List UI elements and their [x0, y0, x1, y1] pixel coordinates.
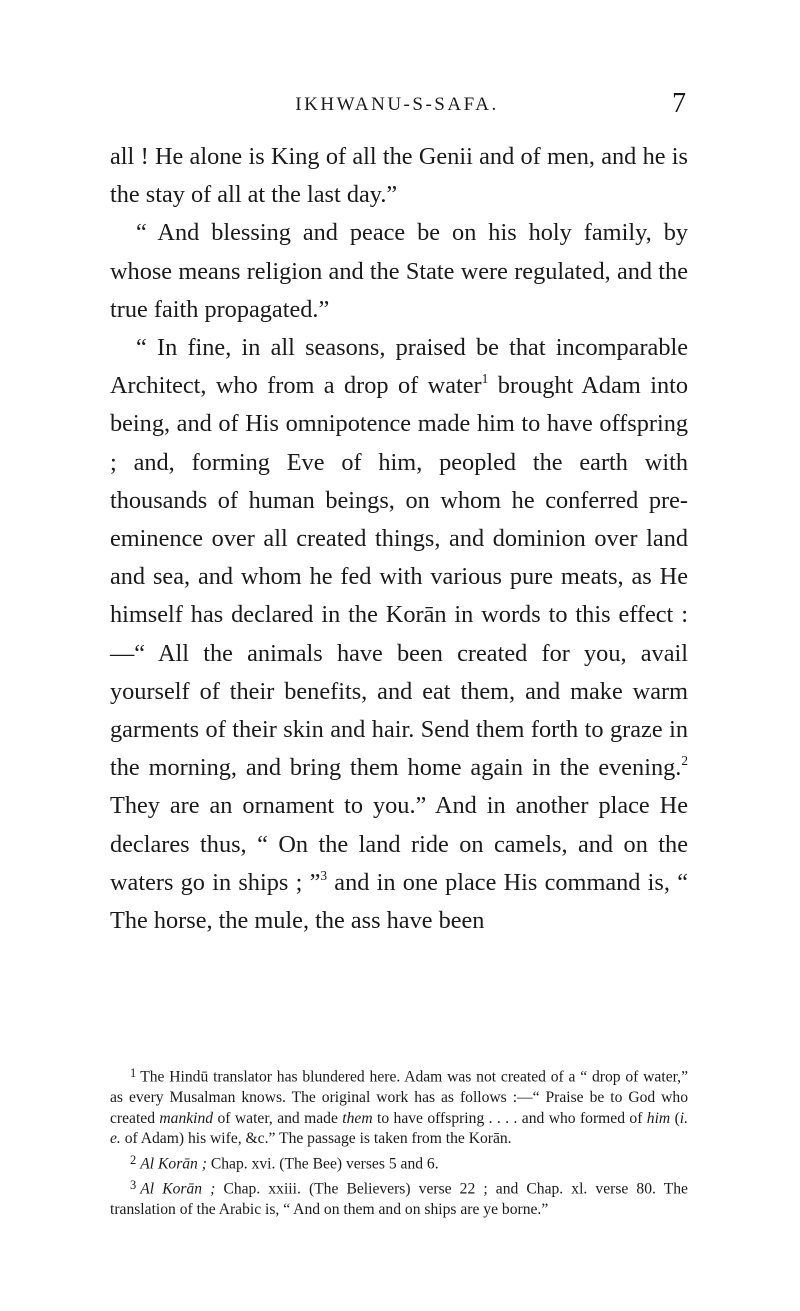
footnote-2-text: Chap. xvi. (The Bee) verses 5 and 6.	[206, 1155, 439, 1173]
paragraph-3	[110, 329, 688, 940]
footnote-1-italic-4: i. e.	[110, 1109, 689, 1148]
paragraph-3-text-d: and in one place His command is, “ The horse, the mule, the ass have been	[110, 868, 688, 935]
footnote-1-mark: 1	[130, 1066, 137, 1080]
footnote-1-text-e: of Adam) his wife, &c.” The passage is taken from the Korān.	[120, 1130, 512, 1148]
page-number: 7	[672, 88, 686, 119]
paragraph-3-text-b: brought Adam into being, and of His omnipotence made him to have offspring ; and, forming Eve of him, peopled the earth with thousands of human beings, on whom he conferred pre-eminence over all created things, and dominion over land and sea, and whom he fed with various pure meats, as He himself has declared in the Korān in words to this effect :—“ All the animals have been created for you, avail yourself of their benefits, and eat them, and make warm garments of their skin and hair. Send them forth to graze in the morning, and bring them home again in the evening.	[110, 372, 688, 782]
paragraph-1	[110, 138, 688, 214]
footnote-ref-2[interactable]: 2	[681, 753, 688, 769]
footnote-1-italic-2: them	[342, 1109, 373, 1127]
footnote-2-italic: Al Korān ;	[140, 1155, 207, 1173]
paragraph-2-text: “ And blessing and peace be on his holy family, by whose means religion and the State were regulated, and the true faith propagated.”	[110, 219, 688, 323]
footnote-1-italic-1: mankind	[159, 1109, 214, 1127]
footnote-3-mark: 3	[130, 1177, 137, 1192]
paragraph-1-text: all ! He alone is King of all the Genii and of men, and he is the stay of all at the last day.”	[110, 143, 688, 209]
footnote-1-text-b: of water, and made	[213, 1109, 343, 1127]
running-head: IKHWANU-S-SAFA.	[295, 94, 499, 115]
paragraph-3-text-a: “ In fine, in all seasons, praised be that incomparable Architect, who from a drop of water	[110, 334, 688, 400]
footnote-3-text: Chap. xxiii. (The Believers) verse 22 ; and Chap. xl. verse 80. The translation of the Arabic is, “ And on them and on ships are ye borne.”	[110, 1180, 688, 1218]
footnote-ref-3[interactable]: 3	[320, 867, 328, 883]
footnote-2	[110, 1150, 688, 1175]
footnote-1-text-a: The Hindū translator has blundered here. Adam was not created of a “ drop of water,” as every Musalman knows. The original work has as follows :—“ Praise be to God who created	[110, 1068, 688, 1127]
footnote-1-text-d: (	[670, 1109, 680, 1127]
body-text	[110, 138, 688, 940]
footnote-3	[110, 1175, 688, 1221]
footnote-1	[110, 1063, 688, 1150]
paragraph-2	[110, 214, 688, 329]
page-header	[108, 88, 686, 128]
paragraph-3-text-c: They are an ornament to you.” And in another place He declares thus, “ On the land ride on camels, and on the waters go in ships ; ”	[110, 792, 688, 896]
footnote-3-italic: Al Korān ;	[140, 1180, 216, 1198]
footnotes	[110, 1063, 688, 1220]
footnote-1-text-c: to have offspring . . . . and who formed of	[372, 1109, 647, 1127]
footnote-2-mark: 2	[130, 1152, 137, 1167]
footnote-1-italic-3: him	[646, 1109, 671, 1127]
footnote-ref-1[interactable]: 1	[481, 371, 489, 387]
